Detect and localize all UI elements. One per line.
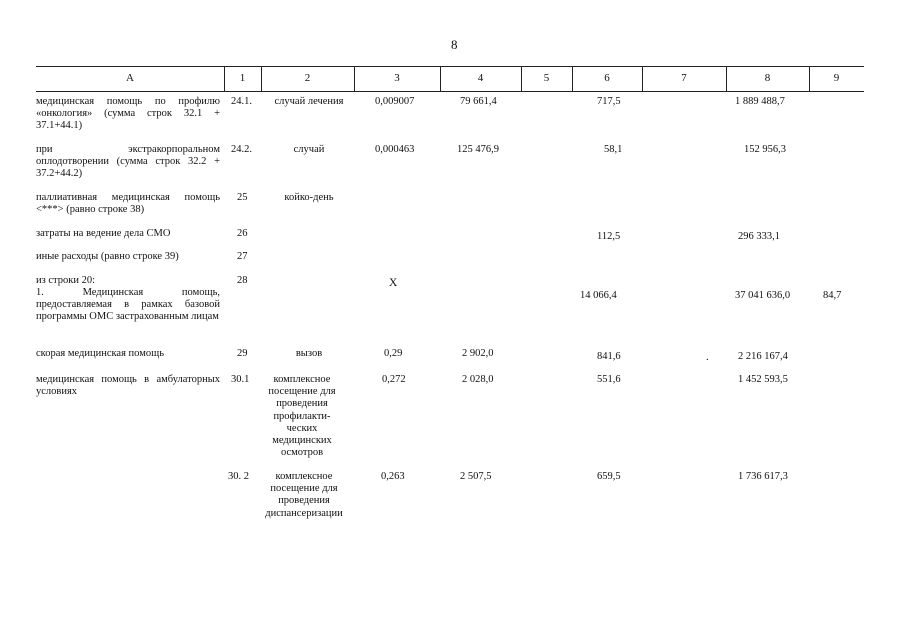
- row-col-6: 58,1: [604, 144, 623, 155]
- row-col-4: 125 476,9: [457, 144, 499, 155]
- header-col-9: 9: [833, 72, 840, 84]
- row-code: 26: [237, 228, 248, 239]
- header-col-a: А: [126, 72, 134, 84]
- row-unit: вызов: [295, 348, 323, 359]
- row-unit: койко-день: [284, 192, 334, 203]
- row-name: иные расходы (равно строке 39): [36, 251, 179, 262]
- header-col-7: 7: [681, 72, 687, 84]
- row-col-8: 296 333,1: [738, 231, 780, 242]
- row-col-8: 1 452 593,5: [738, 374, 788, 385]
- row-unit: случай: [293, 144, 325, 155]
- row-col-8: 152 956,3: [744, 144, 786, 155]
- row-col-8: 37 041 636,0: [735, 290, 791, 301]
- row-code: 30. 2: [228, 471, 249, 482]
- row-col-4: 2 902,0: [462, 348, 494, 359]
- header-col-8: 8: [764, 72, 771, 84]
- row-name: при экстракорпоральном оплодотворении (сумма строк 32.2 + 37.2+44.2): [36, 144, 220, 180]
- row-col-4: 79 661,4: [460, 96, 497, 107]
- page-number: 8: [451, 37, 458, 52]
- header-top-rule: [36, 66, 864, 67]
- row-name: 1. Медицинская помощь, предоставляемая в рамках базовой программы ОМС застрахованным лицам: [36, 287, 220, 323]
- header-col-5: 5: [543, 72, 550, 84]
- row-col-3: 0,263: [381, 471, 405, 482]
- row-code: 28: [237, 275, 248, 286]
- row-col-3: X: [389, 277, 398, 289]
- row-unit: случай лечения: [274, 96, 344, 107]
- row-col-4: 2 028,0: [462, 374, 494, 385]
- row-code: 24.1.: [231, 96, 252, 107]
- row-col-6: 551,6: [597, 374, 621, 385]
- header-col-1: 1: [239, 72, 246, 84]
- stray-dot: .: [706, 351, 709, 363]
- row-name: паллиативная медицинская помощь <***> (равно строке 38): [36, 192, 220, 216]
- header-col-4: 4: [477, 72, 484, 84]
- row-col-6: 14 066,4: [580, 290, 617, 301]
- row-col-9: 84,7: [823, 290, 842, 301]
- row-name-heading: из строки 20:: [36, 275, 96, 286]
- row-col-6: 659,5: [597, 471, 621, 482]
- row-col-3: 0,29: [384, 348, 403, 359]
- row-col-3: 0,000463: [375, 144, 415, 155]
- row-code: 29: [237, 348, 248, 359]
- row-code: 30.1: [231, 374, 250, 385]
- row-col-8: 1 889 488,7: [735, 96, 785, 107]
- row-name: затраты на ведение дела СМО: [36, 228, 171, 239]
- row-unit: комплексное посещение для проведения диспансеризации: [265, 471, 343, 519]
- row-col-3: 0,009007: [375, 96, 415, 107]
- row-col-3: 0,272: [382, 374, 406, 385]
- row-col-8: 1 736 617,3: [738, 471, 788, 482]
- row-col-6: 841,6: [597, 351, 621, 362]
- row-name: скорая медицинская помощь: [36, 348, 164, 359]
- header-col-6: 6: [604, 72, 610, 84]
- row-unit: комплексное посещение для проведения профилакти-ческих медицинских осмотров: [268, 374, 336, 459]
- row-code: 25: [237, 192, 248, 203]
- row-name: медицинская помощь по профилю «онкология» (сумма строк 32.1 + 37.1+44.1): [36, 96, 220, 132]
- table-header: [36, 66, 864, 92]
- header-col-3: 3: [394, 72, 400, 84]
- header-bottom-rule: [36, 91, 864, 92]
- row-code: 24.2.: [231, 144, 252, 155]
- row-name: медицинская помощь в амбулаторных условиях: [36, 374, 220, 398]
- row-col-6: 112,5: [597, 231, 621, 242]
- row-code: 27: [237, 251, 248, 262]
- header-col-2: 2: [304, 72, 311, 84]
- row-col-8: 2 216 167,4: [738, 351, 788, 362]
- row-col-4: 2 507,5: [460, 471, 492, 482]
- row-col-6: 717,5: [597, 96, 621, 107]
